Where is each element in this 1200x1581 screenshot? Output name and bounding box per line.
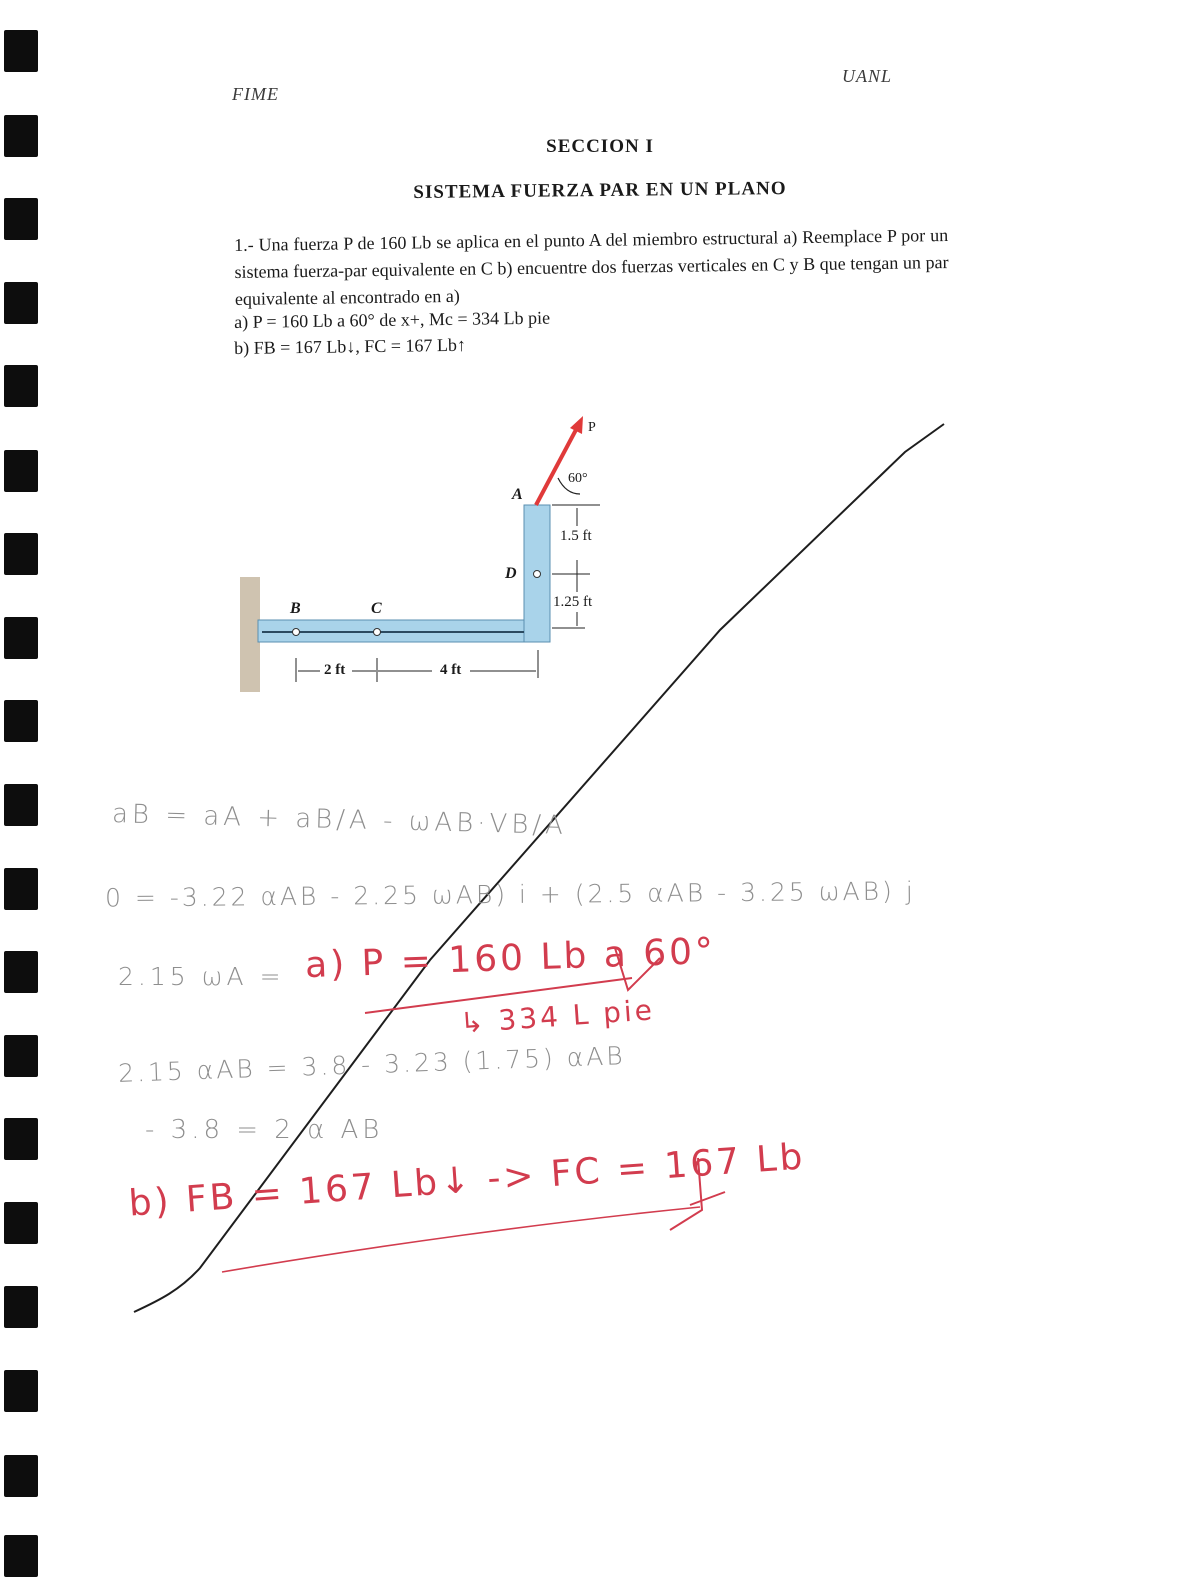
answer-b: b) FB = 167 Lb↓, FC = 167 Lb↑ — [234, 334, 467, 358]
handwritten-line-2: 0 = -3.22 αAB - 2.25 ωAB) i + (2.5 αAB - 3.25 ωAB) j — [104, 876, 916, 913]
wall — [240, 577, 260, 692]
handwritten-line-5: - 3.8 = 2 α AB — [145, 1115, 384, 1145]
page-subtitle: SISTEMA FUERZA PAR EN UN PLANO — [413, 178, 787, 203]
label-a: A — [512, 486, 523, 503]
pin-d — [534, 571, 541, 578]
handwritten-line-1: aB = aA + aB/A - ωAB·VB/A — [111, 799, 568, 841]
red-underline-b — [222, 1207, 700, 1272]
label-angle: 60° — [568, 471, 588, 486]
label-d: D — [505, 565, 517, 582]
problem-text: 1.- Una fuerza P de 160 Lb se aplica en el punto A del miembro estructural a) Reemplace P por un sistema fuerza-par equivalente en C b) encuentre dos fuerzas verticales en C y B que tengan un par equivalente al encontrado en a) — [234, 225, 949, 309]
label-4ft: 4 ft — [440, 662, 462, 678]
label-c: C — [371, 600, 382, 617]
label-p: P — [588, 420, 596, 435]
handwritten-answer-a-moment: ↳ 334 L pie — [459, 993, 656, 1040]
answer-a: a) P = 160 Lb a 60° de x+, Mc = 334 Lb pie — [234, 307, 551, 332]
handwritten-answer-b: b) FB = 167 Lb↓ -> FC = 167 Lb — [127, 1136, 807, 1225]
force-p-arrow — [536, 426, 578, 505]
pin-b — [293, 629, 300, 636]
label-b: B — [290, 600, 301, 617]
label-1-5ft: 1.5 ft — [560, 528, 592, 544]
section-title: SECCION I — [546, 136, 654, 157]
pin-c — [374, 629, 381, 636]
header-right: UANL — [842, 66, 893, 86]
label-2ft: 2 ft — [324, 662, 346, 678]
handwritten-line-4: 2.15 αAB = 3.8 - 3.23 (1.75) αAB — [117, 1041, 627, 1088]
handwritten-line-3: 2.15 ωA = — [118, 962, 285, 991]
handwritten-answer-a: a) P = 160 Lb a 60° — [304, 930, 717, 987]
label-1-25ft: 1.25 ft — [553, 594, 593, 610]
header-left: FIME — [232, 84, 279, 104]
